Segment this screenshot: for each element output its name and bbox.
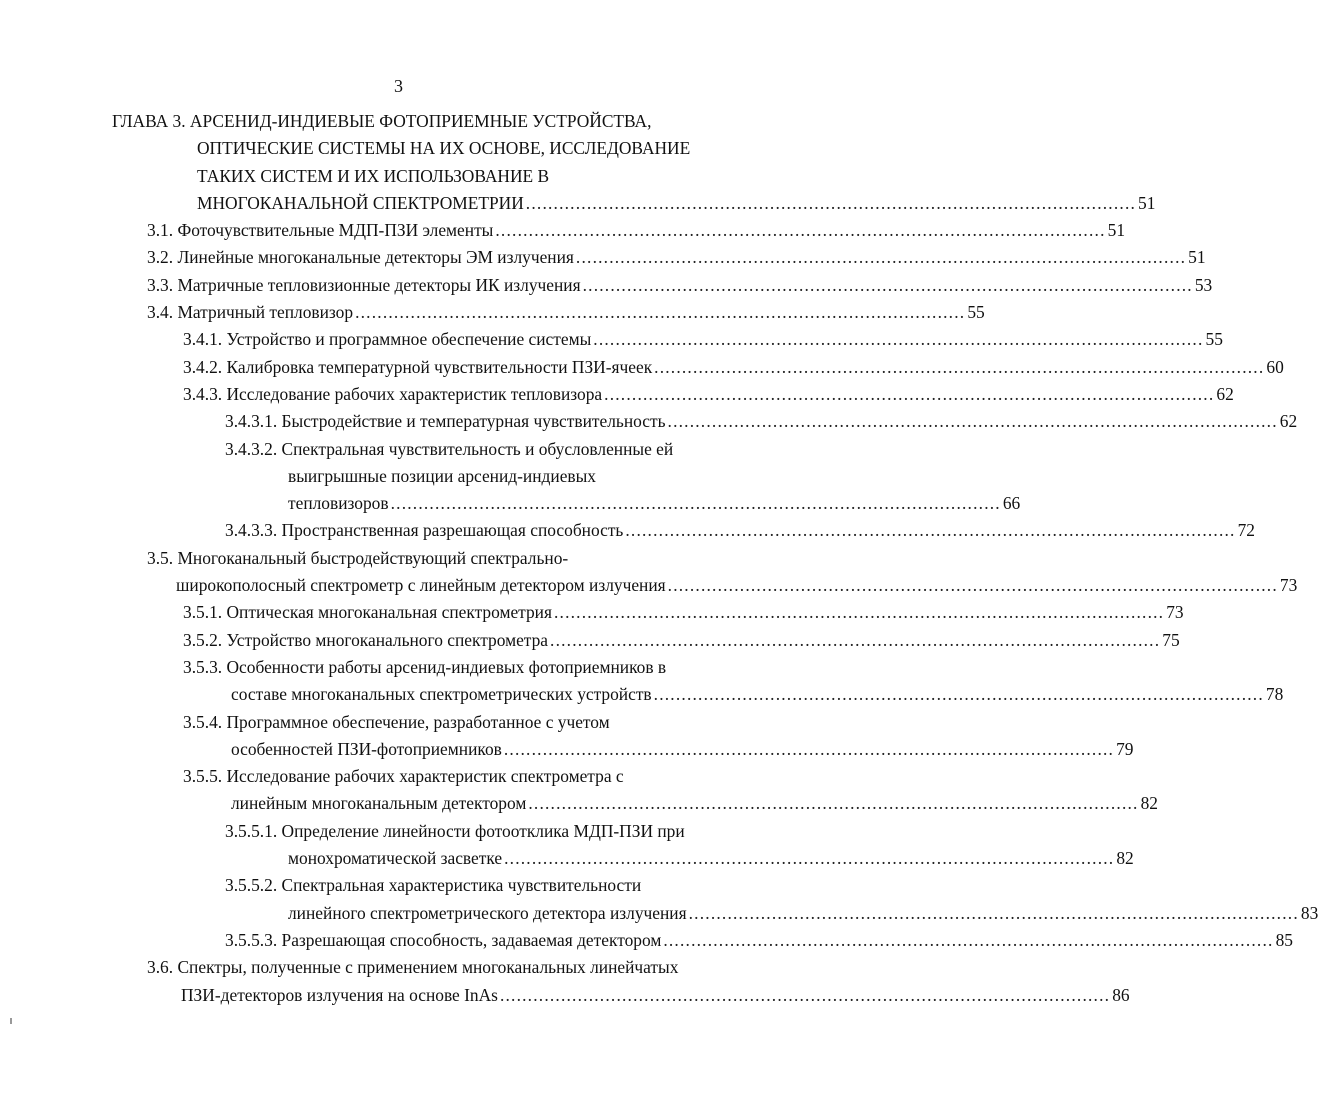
toc-leader: .............................................................................................................. [504,848,1115,869]
toc-page: 60 [1266,356,1284,377]
toc-title-line: Спектральная характеристика чувствительности [281,875,642,896]
toc-leader: .............................................................................................................. [667,575,1278,596]
toc-leader: .............................................................................................................. [575,247,1187,268]
toc-page: 72 [1237,520,1255,541]
toc-title-line: монохроматической засветке [288,848,503,869]
toc-number: 3.4.3.3. [225,520,278,541]
toc-page: 79 [1116,738,1134,759]
toc-page: 66 [1002,493,1021,514]
toc-leader: .............................................................................................................. [499,984,1111,1005]
toc-page: 55 [967,302,985,323]
toc-title-line: Определение линейности фотоотклика МДП-ПЗИ при [281,820,685,841]
toc-leader: .............................................................................................................. [390,493,1001,514]
toc-number: 3.2. [147,247,174,268]
toc-leader: .............................................................................................................. [503,738,1115,759]
toc-entry-3-4-1[interactable] [0,326,1223,353]
toc-number: 3.5. [147,547,174,568]
toc-title-line: Многоканальный быстродействующий спектрально- [177,547,569,568]
toc-leader: .............................................................................................................. [653,684,1264,705]
toc-page: 82 [1116,848,1134,869]
toc-page: 51 [1138,192,1156,213]
toc-entry-3-5-5-2[interactable] [0,872,1318,927]
toc-title-line: ПЗИ-детекторов излучения на основе InAs [181,984,498,1005]
toc-entry-3-5-5-3[interactable] [0,927,1293,954]
toc-number: 3.5.5. [183,766,223,787]
toc-entry-3-5[interactable] [0,545,1298,600]
toc-leader: .............................................................................................................. [663,929,1274,950]
toc-title-line: Устройство многоканального спектрометра [226,629,549,650]
toc-leader: .............................................................................................................. [604,383,1215,404]
toc-number: 3.4.1. [183,329,223,350]
page-number: 3 [394,76,403,96]
toc-number: 3.5.2. [183,629,223,650]
toc-entry-3-4-2[interactable] [0,354,1284,381]
scan-mark [10,1018,12,1024]
toc-title-line: АРСЕНИД-ИНДИЕВЫЕ ФОТОПРИЕМНЫЕ УСТРОЙСТВА, [189,111,652,131]
toc-title-line: Оптическая многоканальная спектрометрия [226,602,552,623]
toc-number: 3.4.3. [183,383,223,404]
toc-leader: .............................................................................................................. [593,329,1204,350]
toc-title-line: Быстродействие и температурная чувствительность [281,411,666,432]
toc-leader: .............................................................................................................. [528,793,1139,814]
toc-number: 3.5.4. [183,711,223,732]
toc-number: ГЛАВА 3. [112,111,186,131]
toc-entry-3-2[interactable] [0,244,1206,271]
toc-title-line: Исследование рабочих характеристик спектрометра с [226,766,624,787]
toc-page: 62 [1279,411,1298,432]
toc-page: 86 [1112,984,1130,1005]
toc-title-line: Спектры, полученные с применением многоканальных линейчатых [177,957,679,978]
toc-page: 83 [1300,902,1318,923]
toc-entry-chapter-3[interactable] [0,108,1156,217]
toc-number: 3.4.3.2. [225,438,278,459]
toc-entry-3-4[interactable] [0,299,985,326]
toc-title-line: Матричный тепловизор [177,302,354,323]
toc-entry-3-4-3-2[interactable] [0,436,1021,518]
toc-title-line: Спектральная чувствительность и обусловленные ей [281,438,674,459]
table-of-contents [0,108,1318,1009]
toc-leader: .............................................................................................................. [525,192,1137,213]
toc-entry-3-5-3[interactable] [0,654,1284,709]
toc-entry-3-6[interactable] [0,954,1130,1009]
toc-title-line: линейного спектрометрического детектора излучения [288,902,687,923]
toc-title-line: МНОГОКАНАЛЬНОЙ СПЕКТРОМЕТРИИ [197,192,524,213]
toc-title-line: ТАКИХ СИСТЕМ И ИХ ИСПОЛЬЗОВАНИЕ В [197,165,550,186]
toc-number: 3.5.3. [183,656,223,677]
toc-entry-3-5-5[interactable] [0,763,1158,818]
toc-title-line: Матричные тепловизионные детекторы ИК излучения [177,274,581,295]
toc-page: 55 [1205,329,1223,350]
toc-title-line: Исследование рабочих характеристик тепловизора [226,383,603,404]
toc-number: 3.4.2. [183,356,223,377]
toc-number: 3.4.3.1. [225,411,278,432]
toc-page: 73 [1279,575,1298,596]
toc-title-line: Фоточувствительные МДП-ПЗИ элементы [177,220,494,241]
toc-page: 53 [1194,274,1213,295]
toc-title-line: Разрешающая способность, задаваемая детектором [281,929,662,950]
toc-number: 3.5.5.1. [225,820,278,841]
toc-entry-3-3[interactable] [0,272,1213,299]
toc-title-line: тепловизоров [288,493,389,514]
toc-leader: .............................................................................................................. [654,356,1265,377]
toc-entry-3-4-3-3[interactable] [0,517,1255,544]
toc-page: 82 [1140,793,1158,814]
toc-number: 3.3. [147,274,174,295]
toc-leader: .............................................................................................................. [355,302,966,323]
toc-title-line: выигрышные позиции арсенид-индиевых [288,465,597,486]
toc-title-line: Особенности работы арсенид-индиевых фотоприемников в [226,656,667,677]
toc-number: 3.5.1. [183,602,223,623]
toc-entry-3-4-3[interactable] [0,381,1234,408]
toc-title-line: особенностей ПЗИ-фотоприемников [231,738,502,759]
toc-page: 75 [1162,629,1180,650]
toc-leader: .............................................................................................................. [550,629,1161,650]
toc-title-line: Калибровка температурной чувствительности ПЗИ-ячеек [226,356,653,377]
toc-number: 3.1. [147,220,174,241]
toc-title-line: Линейные многоканальные детекторы ЭМ излучения [177,247,574,268]
toc-title-line: широкополосный спектрометр с линейным детектором излучения [176,575,666,596]
toc-page: 85 [1275,929,1293,950]
toc-title-line: Пространственная разрешающая способность [281,520,624,541]
toc-number: 3.5.5.2. [225,875,278,896]
toc-leader: .............................................................................................................. [667,411,1278,432]
toc-title-line: Программное обеспечение, разработанное с учетом [226,711,610,732]
toc-entry-3-5-1[interactable] [0,599,1184,626]
toc-leader: .............................................................................................................. [582,274,1193,295]
toc-page: 78 [1265,684,1284,705]
toc-entry-3-5-4[interactable] [0,709,1134,764]
toc-entry-3-5-2[interactable] [0,627,1180,654]
toc-number: 3.6. [147,957,174,978]
toc-title-line: ОПТИЧЕСКИЕ СИСТЕМЫ НА ИХ ОСНОВЕ, ИССЛЕДОВАНИЕ [197,138,691,159]
toc-number: 3.5.5.3. [225,929,278,950]
toc-page: 62 [1216,383,1234,404]
toc-page: 73 [1166,602,1184,623]
toc-entry-3-5-5-1[interactable] [0,818,1134,873]
toc-entry-3-1[interactable] [0,217,1126,244]
toc-title-line: линейным многоканальным детектором [231,793,527,814]
toc-entry-3-4-3-1[interactable] [0,408,1298,435]
toc-page: 51 [1107,220,1126,241]
toc-leader: .............................................................................................................. [688,902,1299,923]
toc-leader: .............................................................................................................. [625,520,1236,541]
toc-title-line: составе многоканальных спектрометрических устройств [231,684,652,705]
toc-leader: .............................................................................................................. [553,602,1165,623]
toc-page: 51 [1188,247,1206,268]
toc-leader: .............................................................................................................. [495,220,1106,241]
toc-title-line: Устройство и программное обеспечение системы [226,329,592,350]
toc-number: 3.4. [147,302,174,323]
